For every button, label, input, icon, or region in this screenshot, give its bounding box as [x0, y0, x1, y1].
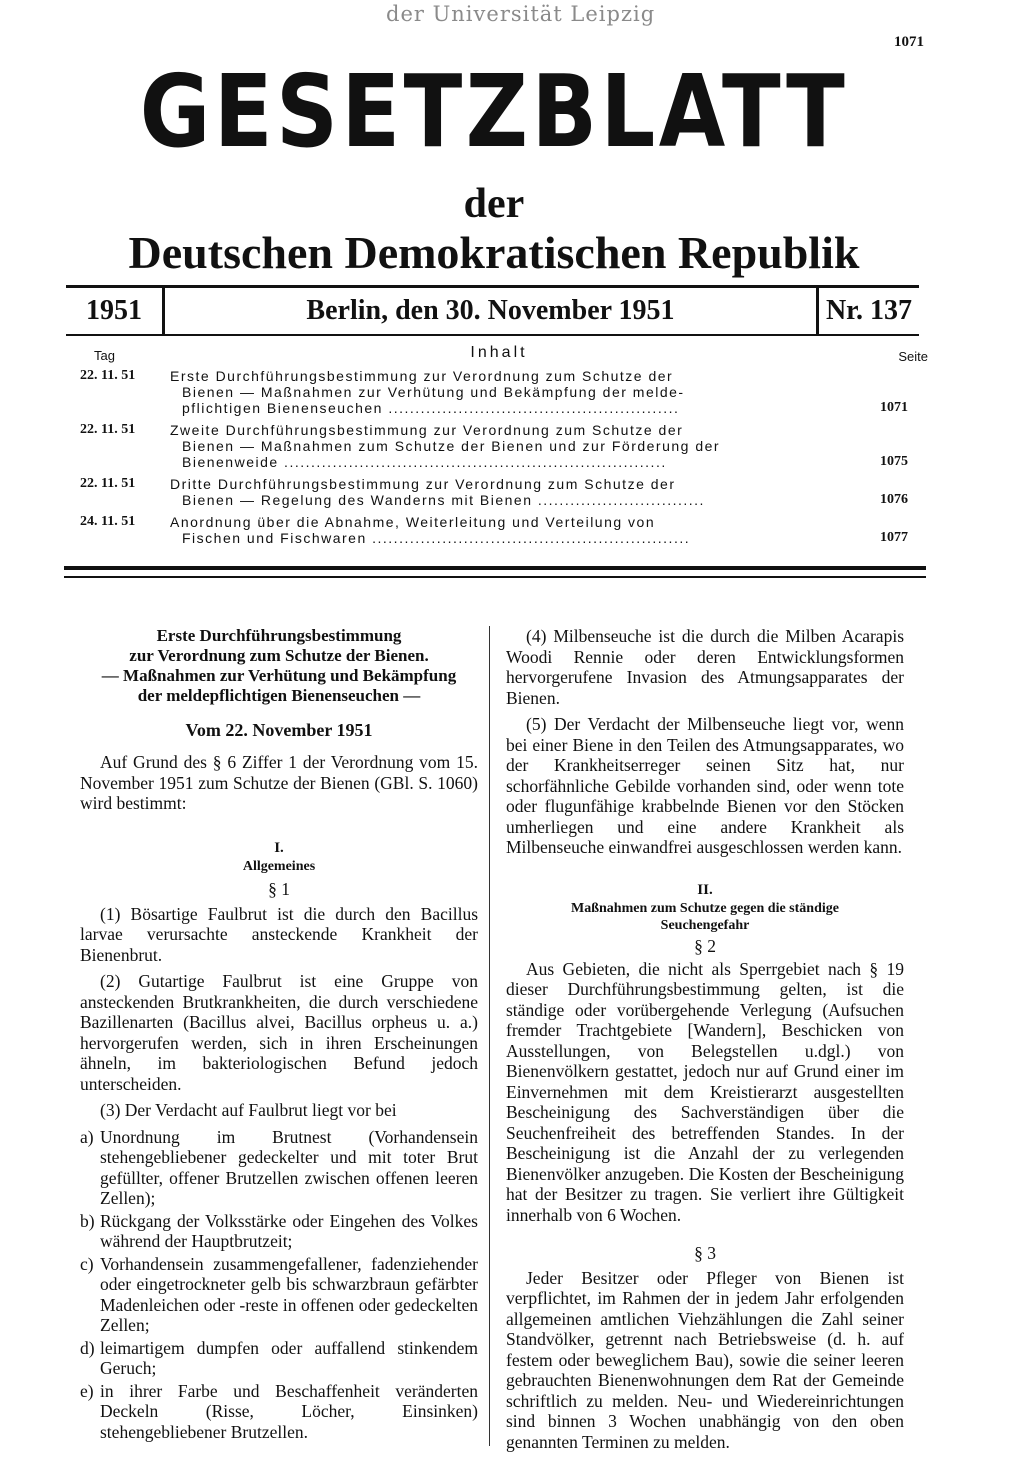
- toc-entry-line: Bienen — Regelung des Wanderns mit Bienen ...............................: [182, 492, 705, 508]
- paragraph: Aus Gebieten, die nicht als Sperrgebiet nach § 19 dieser Durchführungsbestimmung gelten, ist die ständige oder vorübergehende Verlegung (Aufsuchen fremder Trachtgebiete [Wandern], Beschicken von Ausstellungen, von Belegstellen u.dgl.) von Bienenvölkern gestattet, jedoch nur auf Grund einer im Einvernehmen mit dem Kreistierarzt ausgestellten Bescheinigung des Sachverständigen über die Seuchenfreiheit des betreffenden Standes. In der Bescheinigung ist die Anzahl der zu verlegenden Bienenvölker anzugeben. Die Kosten der Bescheinigung hat der Besitzer zu tragen. Sie verliert ihre Gültigkeit innerhalb von 6 Wochen.: [506, 958, 904, 1225]
- masthead: [60, 53, 928, 278]
- dateline: [66, 285, 919, 336]
- masthead-subtitle: Deutschen Demokratischen Republik: [128, 227, 860, 278]
- toc-page-label: Seite: [898, 349, 928, 364]
- decree-date: Vom 22. November 1951: [185, 720, 373, 740]
- section-mark: § 3: [694, 1243, 716, 1263]
- part-number: I.: [274, 839, 284, 856]
- list-item: [80, 1254, 478, 1336]
- list-item-text: Unordnung im Brutnest (Vorhandensein stehengebliebener gedeckelter und mit toter Brut gefüllter, offener Brutzellen zwischen offenen leeren Zellen);: [100, 1126, 478, 1208]
- list-item-label: d): [80, 1337, 95, 1358]
- section-divider: [64, 566, 926, 578]
- issue-year: 1951: [66, 288, 165, 334]
- paragraph: (3) Der Verdacht auf Faulbrut liegt vor bei: [100, 1100, 397, 1120]
- list-item: [80, 1338, 478, 1379]
- toc-entry-page: 1075: [880, 454, 908, 469]
- paragraph: (1) Bösartige Faulbrut ist die durch den Bacillus larvae verursachte ansteckende Krankheit der Bienenbrut.: [80, 903, 478, 965]
- toc-entry: [60, 514, 938, 546]
- toc-entry-date: 22. 11. 51: [80, 422, 136, 437]
- preamble: Auf Grund des § 6 Ziffer 1 der Verordnung vom 15. November 1951 zum Schutze der Bienen (GBl. S. 1060) wird bestimmt:: [80, 752, 478, 813]
- list-item: [80, 1127, 478, 1209]
- part-number: II.: [697, 881, 713, 898]
- list-item: [80, 1211, 478, 1252]
- part-title: Seuchengefahr: [660, 918, 750, 933]
- paragraph: Jeder Besitzer oder Pfleger von Bienen ist verpflichtet, im Rahmen der in jedem Jahr erfolgenden allgemeinen amtlichen Viehzählungen die Zahl seiner Standvölker, getrennt nach Betriebsweise (d. h. auf festem oder beweglichem Bau), sowie die seiner leeren gebrauchten Bienenwohnungen dem Rat der Gemeinde schriftlich zu melden. Neu- und Wiedereinrichtungen sind binnen 3 Wochen unabhängig von den oben genannten Terminen zu melden.: [506, 1267, 904, 1452]
- issue-place-date: Berlin, den 30. November 1951: [306, 295, 675, 326]
- column-divider: [489, 626, 490, 1446]
- toc-entry-line: Fischen und Fischwaren ...........................................................: [182, 530, 691, 546]
- toc-entry-line: Anordnung über die Abnahme, Weiterleitung und Verteilung von: [170, 514, 656, 530]
- page-number: 1071: [894, 34, 924, 50]
- toc-entry-date: 22. 11. 51: [80, 476, 136, 491]
- section-mark: § 1: [268, 879, 290, 899]
- masthead-title: GESETZBLATT: [139, 53, 849, 170]
- toc-entry-line: Bienenweide .......................................................................: [182, 454, 667, 470]
- decree-title-line: der meldepflichtigen Bienenseuchen —: [137, 686, 421, 705]
- part-title: Maßnahmen zum Schutze gegen die ständige: [571, 901, 839, 916]
- decree-title-line: Erste Durchführungsbestimmung: [156, 626, 402, 645]
- decree-title-line: zur Verordnung zum Schutze der Bienen.: [129, 646, 429, 665]
- toc-entry: [60, 476, 938, 508]
- list-item-label: b): [80, 1210, 95, 1231]
- library-stamp: der Universität Leipzig: [386, 2, 656, 26]
- list-item-text: in ihrer Farbe und Beschaffenheit veränderten Deckeln (Risse, Löcher, Einsinken) stehengebliebener Brutzellen.: [100, 1380, 478, 1442]
- list-item-label: e): [80, 1380, 94, 1401]
- decree-title-line: — Maßnahmen zur Verhütung und Bekämpfung: [101, 666, 457, 685]
- list-item-text: Rückgang der Volksstärke oder Eingehen des Volkes während der Hauptbrutzeit;: [100, 1210, 478, 1251]
- list-item-text: leimartigem dumpfen oder auffallend stinkendem Geruch;: [100, 1337, 478, 1378]
- section-mark: § 2: [694, 936, 716, 956]
- toc-entry-line: Bienen — Maßnahmen zum Schutze der Bienen und zur Förderung der: [182, 438, 721, 454]
- left-column: [80, 626, 478, 1444]
- paragraph: (2) Gutartige Faulbrut ist eine Gruppe von ansteckenden Brutkrankheiten, die durch verschiedene Bazillenarten (Bacillus alvei, Bacillus orpheus u. a.) hervorgerufen werden, sich in ihren Erscheinungen ähneln, im bakteriologischen Befund jedoch unterscheiden.: [80, 971, 478, 1094]
- toc-entry: [60, 368, 938, 416]
- right-column: [506, 626, 904, 1458]
- list-item-label: a): [80, 1126, 94, 1147]
- toc-entry-page: 1071: [880, 400, 908, 415]
- list-item-label: c): [80, 1253, 94, 1274]
- list-item: [80, 1381, 478, 1443]
- toc-day-label: Tag: [94, 348, 115, 363]
- issue-number: Nr. 137: [816, 288, 919, 334]
- masthead-der: der: [463, 181, 525, 227]
- toc-entry-line: Bienen — Maßnahmen zur Verhütung und Bekämpfung der melde-: [182, 384, 685, 400]
- toc-entry-date: 24. 11. 51: [80, 514, 136, 529]
- paragraph: (4) Milbenseuche ist die durch die Milben Acarapis Woodi Rennie oder deren Entwicklungsformen hervorgerufene Invasion des Atmungsapparates der Bienen.: [506, 626, 904, 708]
- toc-entry-page: 1077: [880, 530, 908, 545]
- part-title: Allgemeines: [242, 859, 316, 874]
- table-of-contents: [60, 342, 938, 552]
- list-item-text: Vorhandensein zusammengefallener, fadenziehender oder eingetrockneter gelb bis schwarzbraun gefärbter Madenleichen oder -reste in offenen oder gedeckelten Zellen;: [100, 1253, 478, 1335]
- toc-entry-line: pflichtigen Bienenseuchen ......................................................: [182, 400, 680, 416]
- toc-entry-line: Erste Durchführungsbestimmung zur Verordnung zum Schutze der: [170, 368, 674, 384]
- toc-entry-page: 1076: [880, 492, 908, 507]
- toc-entry: [60, 422, 938, 470]
- toc-entry-line: Zweite Durchführungsbestimmung zur Verordnung zum Schutze der: [170, 422, 684, 438]
- paragraph: (5) Der Verdacht der Milbenseuche liegt vor, wenn bei einer Biene in den Teilen des Atmungsapparates, wo der Krankheitserreger seinen Sitz hat, nur schorfähnliche Gebilde vorhanden sind, oder wenn tote oder flugunfähige krabbelnde Bienen vor den Stöcken umherliegen und eine andere Krankheit als Milbenseuche einwandfrei ausgeschlossen werden kann.: [506, 714, 904, 857]
- toc-entry-line: Dritte Durchführungsbestimmung zur Verordnung zum Schutze der: [170, 476, 676, 492]
- toc-header: [60, 342, 938, 368]
- toc-entry-date: 22. 11. 51: [80, 368, 136, 383]
- toc-heading: Inhalt: [470, 344, 528, 361]
